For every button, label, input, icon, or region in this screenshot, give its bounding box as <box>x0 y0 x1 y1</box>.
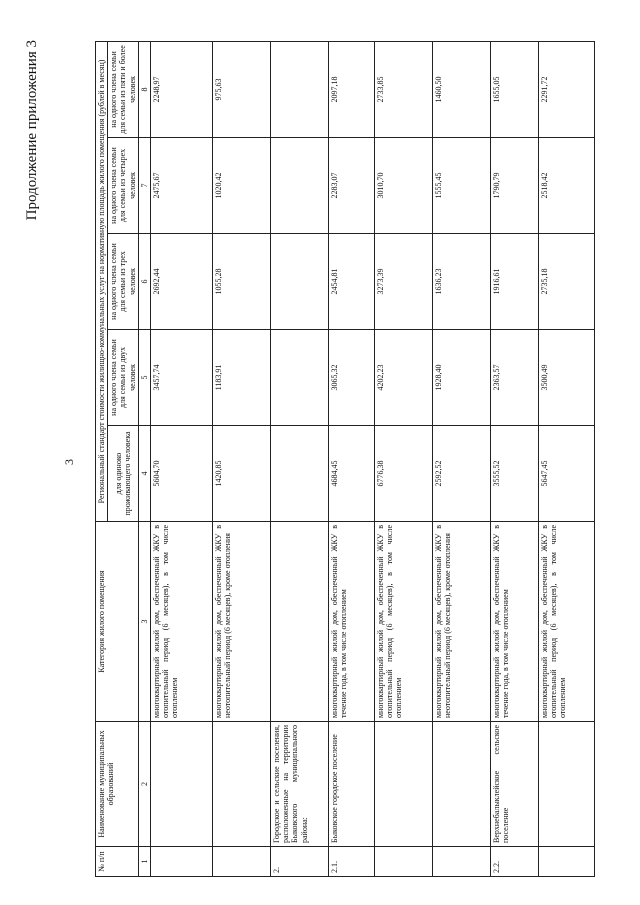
standard-value: 6776,38 <box>374 426 432 522</box>
municipality-name: Быковское городское поселение <box>328 722 374 847</box>
table-row <box>270 41 328 876</box>
header-no: № п/п <box>96 847 139 877</box>
row-number: 2. <box>270 847 328 877</box>
standard-value: 1020,42 <box>212 138 270 234</box>
standard-value: 1655,05 <box>490 41 538 137</box>
standard-value: 2692,44 <box>150 234 212 330</box>
table-body <box>150 41 594 876</box>
standard-value: 1636,23 <box>432 234 490 330</box>
col-number: 5 <box>138 330 150 426</box>
standard-value: 3457,74 <box>150 330 212 426</box>
standard-value: 1916,61 <box>490 234 538 330</box>
municipality-name <box>374 722 432 847</box>
standard-value: 2475,67 <box>150 138 212 234</box>
standard-value: 4684,45 <box>328 426 374 522</box>
standard-value: 3273,39 <box>374 234 432 330</box>
standard-value: 1460,50 <box>432 41 490 137</box>
row-number <box>212 847 270 877</box>
housing-category: многоквартирный жилой дом, обеспеченный ЖКУ в неотопительный период (6 месяцев), кроме отопления <box>432 522 490 722</box>
col-number: 4 <box>138 426 150 522</box>
standard-value <box>270 138 328 234</box>
standard-value: 1055,28 <box>212 234 270 330</box>
housing-category: многоквартирный жилой дом, обеспеченный ЖКУ в отопительный период (6 месяцев), в том числе отоплением <box>150 522 212 722</box>
header-sub-1: для одиноко проживающего человека <box>108 426 139 522</box>
page-number: 3 <box>62 459 76 465</box>
header-sub-3: на одного члена семьи для семьи из трех человек <box>108 234 139 330</box>
table-row <box>374 41 432 876</box>
table-row <box>538 41 594 876</box>
header-sub-2: на одного члена семьи для семьи из двух человек <box>108 330 139 426</box>
standard-value: 1555,45 <box>432 138 490 234</box>
standard-value: 5647,45 <box>538 426 594 522</box>
header-standard: Региональный стандарт стоимости жилищно-коммунальных услуг на нормативную площадь жилого помещения (рублей в месяц) <box>96 41 108 521</box>
housing-category: многоквартирный жилой дом, обеспеченный ЖКУ в течение года, в том числе отоплением <box>490 522 538 722</box>
standard-value: 3010,70 <box>374 138 432 234</box>
row-number: 2.1. <box>328 847 374 877</box>
housing-standard-table <box>95 41 595 877</box>
standard-value: 2363,57 <box>490 330 538 426</box>
standard-value: 3500,49 <box>538 330 594 426</box>
table-row <box>490 41 538 876</box>
header-name: Наименование муниципальных образований <box>96 722 139 847</box>
standard-value: 5604,70 <box>150 426 212 522</box>
row-number <box>374 847 432 877</box>
municipality-name: Верхнебалыклейское сельское поселение <box>490 722 538 847</box>
standard-value: 3555,52 <box>490 426 538 522</box>
housing-category: многоквартирный жилой дом, обеспеченный ЖКУ в отопительный период (6 месяцев), в том числе отоплением <box>538 522 594 722</box>
header-sub-5: на одного члена семьи для семьи из пяти и более человек <box>108 41 139 137</box>
row-number <box>538 847 594 877</box>
table-row <box>212 41 270 876</box>
standard-value: 2735,18 <box>538 234 594 330</box>
standard-value: 2592,52 <box>432 426 490 522</box>
standard-value <box>270 41 328 137</box>
standard-value: 2248,97 <box>150 41 212 137</box>
row-number: 2.2. <box>490 847 538 877</box>
standard-value: 2283,07 <box>328 138 374 234</box>
standard-value: 2733,85 <box>374 41 432 137</box>
standard-value: 4202,23 <box>374 330 432 426</box>
housing-category: многоквартирный жилой дом, обеспеченный ЖКУ в неотопительный период (6 месяцев), кроме отопления <box>212 522 270 722</box>
standard-value <box>270 426 328 522</box>
standard-value: 1928,40 <box>432 330 490 426</box>
municipality-name <box>538 722 594 847</box>
col-number: 2 <box>138 722 150 847</box>
standard-value: 2291,72 <box>538 41 594 137</box>
housing-category: многоквартирный жилой дом, обеспеченный ЖКУ в отопительный период (6 месяцев), в том числе отоплением <box>374 522 432 722</box>
col-number: 3 <box>138 522 150 722</box>
col-number: 6 <box>138 234 150 330</box>
standard-value: 3065,32 <box>328 330 374 426</box>
header-row-1 <box>96 41 108 876</box>
standard-value: 2518,42 <box>538 138 594 234</box>
standard-value: 1790,79 <box>490 138 538 234</box>
col-number: 1 <box>138 847 150 877</box>
col-number: 8 <box>138 41 150 137</box>
municipality-name <box>432 722 490 847</box>
table-row <box>150 41 212 876</box>
standard-value: 1183,91 <box>212 330 270 426</box>
header-sub-4: на одного члена семьи для семьи из четырех человек <box>108 138 139 234</box>
municipality-name <box>150 722 212 847</box>
table-row <box>432 41 490 876</box>
standard-value: 2097,18 <box>328 41 374 137</box>
header-category: Категория жилого помещения <box>96 522 139 722</box>
standard-value <box>270 234 328 330</box>
appendix-title: Продолжение приложения 3 <box>24 40 40 221</box>
row-number <box>432 847 490 877</box>
standard-value <box>270 330 328 426</box>
housing-category: многоквартирный жилой дом, обеспеченный ЖКУ в течение года, в том числе отоплением <box>328 522 374 722</box>
column-number-row <box>138 41 150 876</box>
standard-value: 2454,81 <box>328 234 374 330</box>
municipality-name: Городское и сельские поселения, расположенные на территории Быковского муниципального района: <box>270 722 328 847</box>
standard-value: 1420,85 <box>212 426 270 522</box>
housing-category <box>270 522 328 722</box>
municipality-name <box>212 722 270 847</box>
standard-value: 975,63 <box>212 41 270 137</box>
col-number: 7 <box>138 138 150 234</box>
table-row <box>328 41 374 876</box>
row-number <box>150 847 212 877</box>
